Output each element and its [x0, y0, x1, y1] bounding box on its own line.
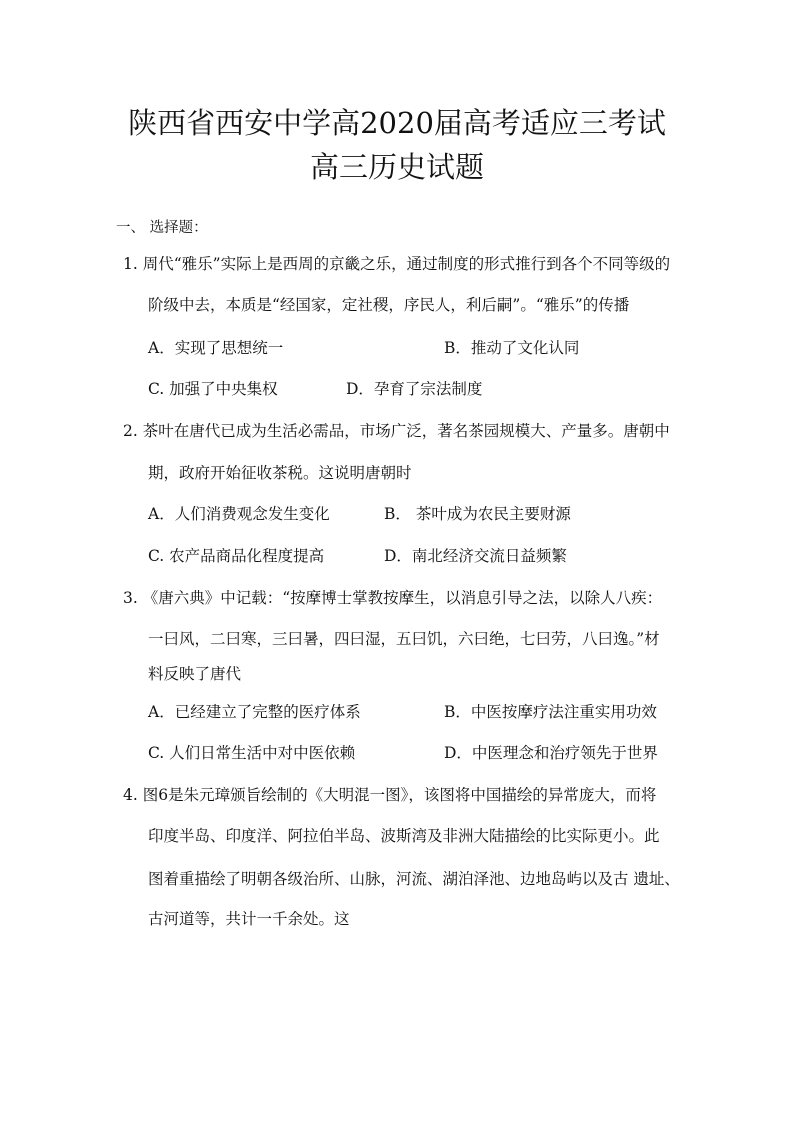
question-2-option-a: A．人们消费观念发生变化 — [148, 505, 330, 523]
question-3-option-d: D．中医理念和治疗领先于世界 — [444, 744, 658, 762]
question-3-line-1: 3. 《唐六典》中记载：“按摩博士掌教按摩生，以消息引导之法，以除人八疾： — [123, 589, 663, 607]
question-4-line-4: 古河道等，共计一千余处。这 — [148, 910, 350, 928]
page-title: 陕西省西安中学高2020届高考适应三考试 — [128, 106, 666, 140]
question-2-option-b: B． 茶叶成为农民主要财源 — [384, 505, 571, 523]
page-subtitle: 高三历史试题 — [309, 150, 484, 184]
question-3-option-a: A．已经建立了完整的医疗体系 — [148, 703, 361, 721]
question-2-line-1: 2. 茶叶在唐代已成为生活必需品，市场广泛，著名茶园规模大、产量多。唐朝中 — [123, 422, 670, 440]
question-2-option-d: D．南北经济交流日益频繁 — [384, 547, 567, 565]
question-4-line-2: 印度半岛、印度洋、阿拉伯半岛、波斯湾及非洲大陆描绘的比实际更小。此 — [148, 827, 660, 845]
question-2-option-c: C. 农产品商品化程度提高 — [148, 547, 325, 565]
question-4-line-3: 图着重描绘了明朝各级治所、山脉，河流、湖泊泽池、边地岛屿以及古 遗址、 — [148, 870, 680, 888]
question-3-line-3: 料反映了唐代 — [148, 665, 242, 683]
question-2-line-2: 期，政府开始征收茶税。这说明唐朝时 — [148, 464, 412, 482]
question-1-option-d: D．孕育了宗法制度 — [346, 380, 483, 398]
question-1-option-c: C. 加强了中央集权 — [148, 380, 278, 398]
question-3-line-2: 一曰风，二曰寒，三曰暑，四曰湿，五曰饥，六曰绝，七曰劳，八曰逸。”材 — [148, 630, 660, 648]
question-1-option-b: B．推动了文化认同 — [444, 339, 580, 357]
question-1-line-2: 阶级中去，本质是“经国家，定社稷，序民人，利后嗣”。“雅乐”的传播 — [148, 296, 630, 314]
question-3-option-c: C. 人们日常生活中对中医依赖 — [148, 744, 356, 762]
question-1-option-a: A．实现了思想统一 — [148, 339, 284, 357]
question-1-line-1: 1. 周代“雅乐”实际上是西周的京畿之乐，通过制度的形式推行到各个不同等级的 — [123, 255, 671, 273]
question-4-line-1: 4. 图6是朱元璋颁旨绘制的《大明混一图》，该图将中国描绘的异常庞大，而将 — [123, 786, 657, 804]
question-3-option-b: B．中医按摩疗法注重实用功效 — [444, 703, 657, 721]
section-heading: 一、 选择题： — [116, 220, 208, 236]
